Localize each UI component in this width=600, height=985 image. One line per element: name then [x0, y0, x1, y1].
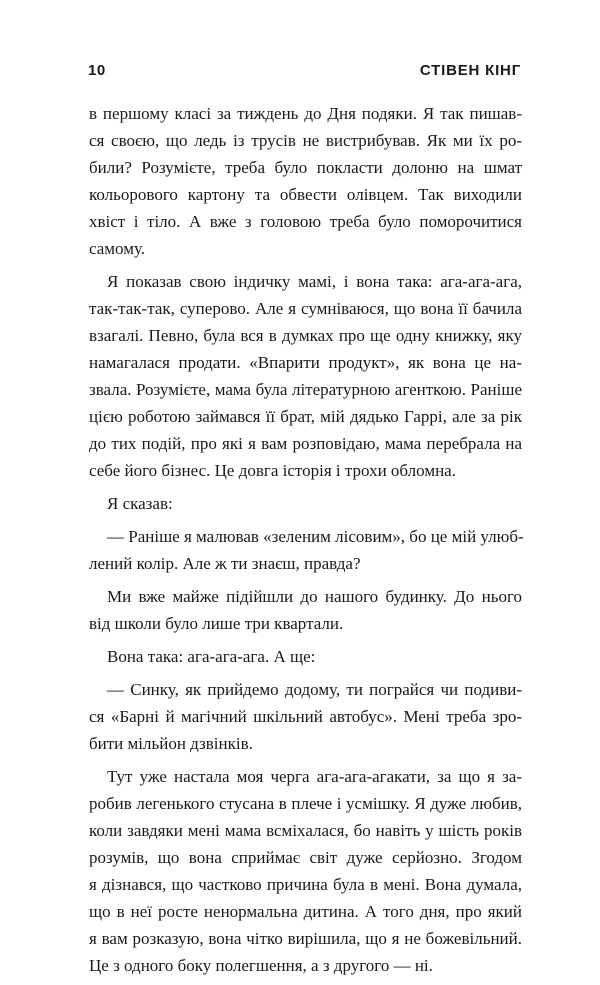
body-text [89, 100, 522, 985]
text-line: до тих подій, про які я вам розповідаю, мама перебрала на [89, 434, 522, 453]
running-head-author: СТІВЕН КІНГ [419, 62, 521, 79]
page-number: 10 [88, 62, 106, 79]
text-line: цією роботою займався її брат, мій дядько Гаррі, але за рік [89, 407, 522, 426]
text-line: що в неї росте ненормальна дитина. А того дня, про який [89, 902, 522, 921]
text-line: Я показав свою індичку мамі, і вона така: ага-ага-ага, [107, 272, 522, 291]
text-line: самому. [89, 239, 146, 258]
text-line: хвіст і тіло. А вже з головою треба було поморочитися [89, 212, 522, 231]
text-line: бити мільйон дзвінків. [89, 734, 253, 753]
text-line: від школи було лише три квартали. [89, 614, 344, 633]
text-line: ся своєю, що ледь із трусів не вистрибував. Як ми їх ро- [89, 131, 522, 150]
text-line: кольорового картону та обвести олівцем. Так виходили [89, 185, 522, 204]
paragraph [89, 643, 522, 670]
text-line: — Раніше я малював «зеленим лісовим», бо це мій улюб- [107, 527, 524, 546]
paragraph [89, 268, 522, 484]
paragraph [89, 490, 522, 517]
text-line: били? Розумієте, треба було покласти долоню на шмат [89, 158, 522, 177]
text-line: Ми вже майже підійшли до нашого будинку. До нього [107, 587, 522, 606]
text-line: взагалі. Певно, була вся в думках про ще одну книжку, яку [89, 326, 522, 345]
text-line: Я сказав: [107, 494, 173, 513]
text-line: лений колір. Але ж ти знаєш, правда? [89, 554, 361, 573]
paragraph [89, 100, 522, 262]
text-line: розумів, що вона сприймає світ дуже серйозно. Згодом [89, 848, 522, 867]
text-line: ся «Барні й магічний шкільний автобус». Мені треба зро- [89, 707, 522, 726]
text-line: звала. Розумієте, мама була літературною агенткою. Раніше [89, 380, 522, 399]
paragraph [89, 676, 522, 757]
paragraph [89, 583, 522, 637]
text-line: себе його бізнес. Це довга історія і трохи обломна. [89, 461, 456, 480]
text-line: намагалася продати. «Впарити продукт», як вона це на- [89, 353, 522, 372]
text-line: Тут уже настала моя черга ага-ага-агакати, за що я за- [107, 767, 522, 786]
text-line: — Синку, як прийдемо додому, ти пограйся чи подиви- [107, 680, 522, 699]
text-line: в першому класі за тиждень до Дня подяки. Я так пишав- [89, 104, 522, 123]
text-line: я вам розказую, вона чітко вирішила, що я не божевільний. [89, 929, 522, 948]
text-line: Вона така: ага-ага-ага. А ще: [107, 647, 316, 666]
text-line: так-так-так, суперово. Але я сумніваюся, що вона її бачила [89, 299, 522, 318]
text-line: коли завдяки мені мама всміхалася, бо навіть у шість років [89, 821, 522, 840]
text-line: робив легенького стусана в плече і усмішку. Я дуже любив, [89, 794, 522, 813]
text-line: Це з одного боку полегшення, а з другого — ні. [89, 956, 433, 975]
text-line: я дізнався, що частково причина була в мені. Вона думала, [89, 875, 522, 894]
paragraph [89, 523, 522, 577]
